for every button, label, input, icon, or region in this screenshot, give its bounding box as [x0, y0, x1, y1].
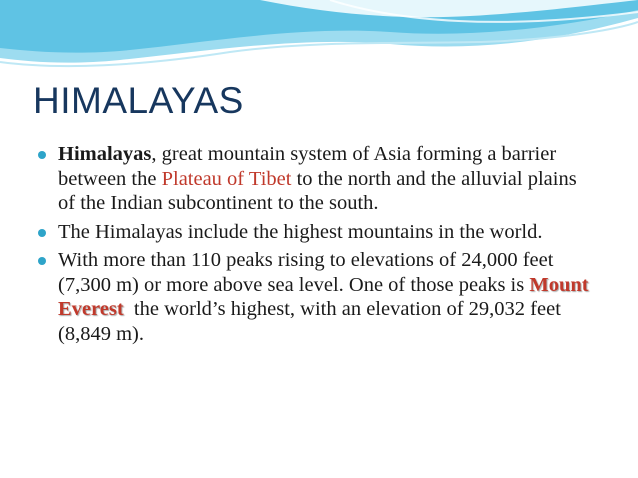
- bullet-item-1: [36, 142, 596, 216]
- bullet-item-3: [36, 248, 596, 346]
- bullet-2-text: The Himalayas include the highest mountains in the world.: [58, 220, 543, 243]
- bullet-1-text-a: , great mountain system of Asia forming a barrier between the: [58, 143, 557, 190]
- bullet-list: [36, 142, 596, 350]
- bullet-1-text-b: to the north and the alluvial plains of the Indian subcontinent to the south.: [58, 167, 577, 214]
- slide-title: HIMALAYAS: [33, 80, 244, 121]
- himalayas-term: Himalayas: [58, 143, 152, 165]
- plateau-of-tibet-highlight: Plateau of Tibet: [161, 167, 292, 190]
- bullet-3-text-a: With more than 110 peaks rising to elevations of 24,000 feet (7,300 m) or more above sea level. One of those peaks is: [58, 249, 554, 296]
- bullet-item-2: [36, 220, 596, 245]
- header-wave-decoration: [0, 0, 638, 80]
- bullet-dot-icon: [38, 257, 46, 265]
- mount-everest-highlight: Mount Everest: [58, 273, 589, 320]
- bullet-dot-icon: [38, 151, 46, 159]
- bullet-3-text-b: the world’s highest, with an elevation of 29,032 feet (8,849 m).: [58, 298, 567, 345]
- bullet-dot-icon: [38, 229, 46, 237]
